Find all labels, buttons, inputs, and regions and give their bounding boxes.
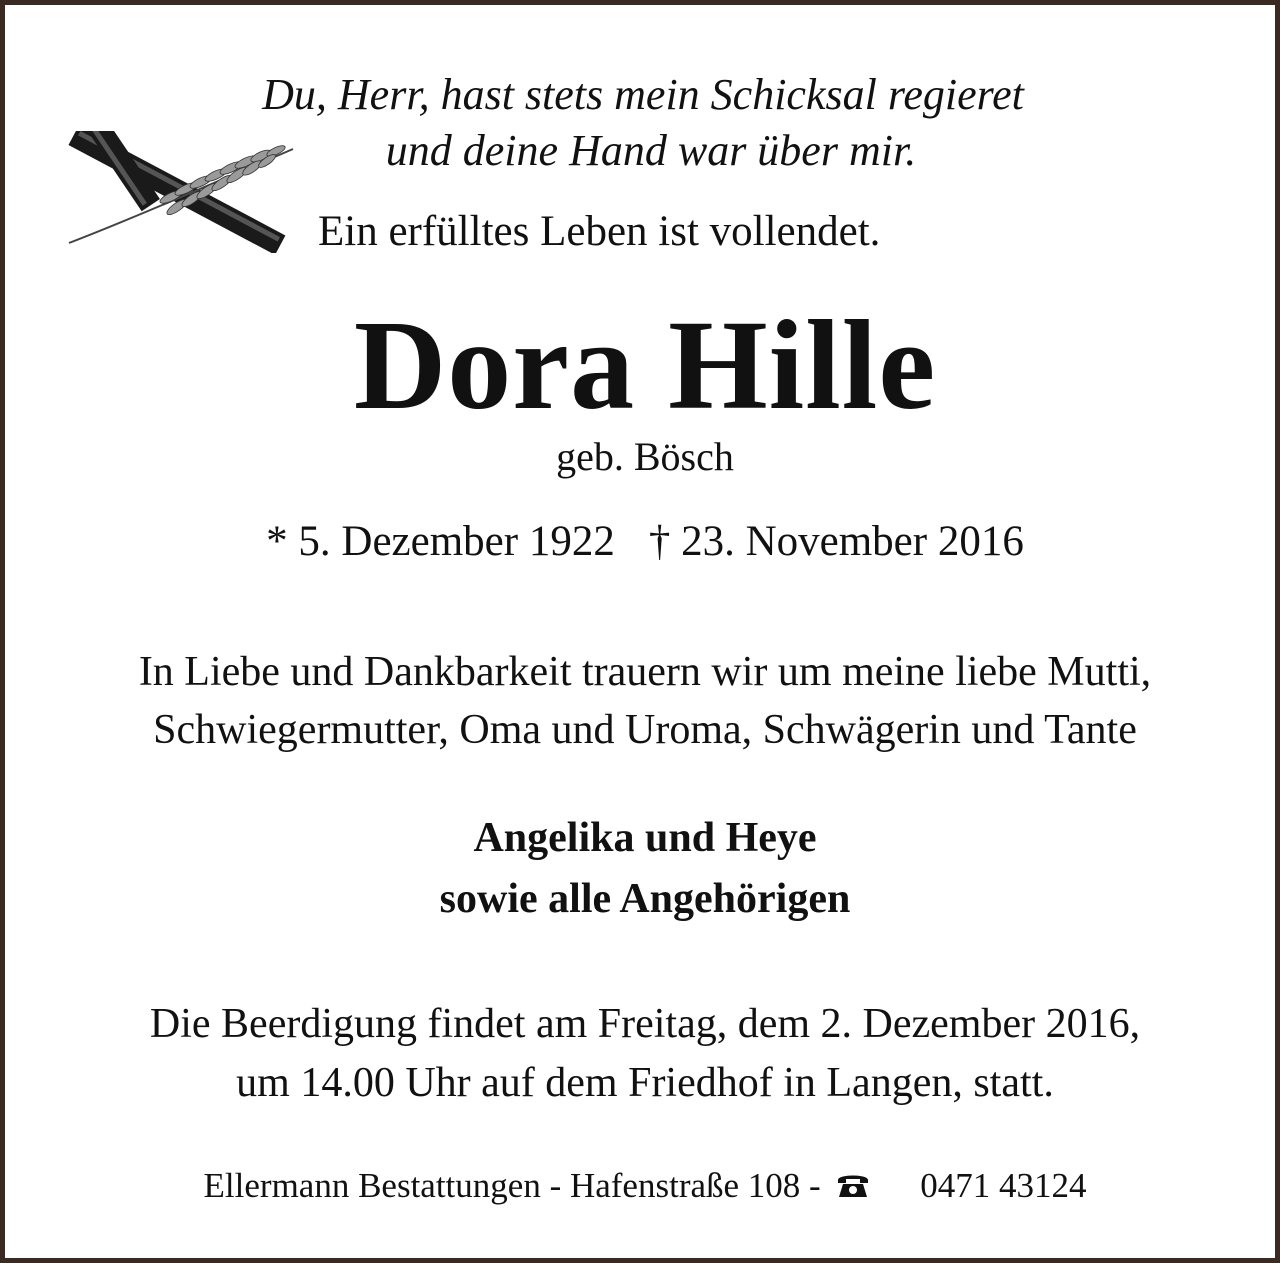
mourning-line-1: In Liebe und Dankbarkeit trauern wir um meine liebe Mutti, — [138, 649, 1152, 695]
undertaker-footer — [5, 1168, 1280, 1203]
birth-date: * 5. Dezember 1922 — [266, 518, 615, 565]
phone-number: 0471 43124 — [920, 1166, 1087, 1205]
death-date: † 23. November 2016 — [648, 518, 1024, 565]
verse-line-2: und deine Hand war über mir. — [385, 126, 917, 175]
funeral-line-2: um 14.00 Uhr auf dem Friedhof in Langen, statt. — [236, 1060, 1054, 1106]
birth-name: geb. Bösch — [556, 434, 734, 479]
family-line-2: sowie alle Angehörigen — [439, 876, 851, 922]
life-dates — [5, 520, 1280, 563]
funeral-line-1: Die Beerdigung findet am Freitag, dem 2. Dezember 2016, — [149, 1001, 1141, 1047]
undertaker-address: Ellermann Bestattungen - Hafenstraße 108 - — [203, 1166, 821, 1205]
mourning-line-2: Schwiegermutter, Oma und Uroma, Schwägerin und Tante — [153, 707, 1137, 753]
verse-line-1: Du, Herr, hast stets mein Schicksal regieret — [262, 70, 1024, 119]
deceased-name: Dora Hille — [353, 294, 937, 436]
family-line-1: Angelika und Heye — [473, 815, 817, 861]
verse-line-3: Ein erfülltes Leben ist vollendet. — [318, 208, 881, 255]
telephone-icon — [835, 1171, 871, 1199]
